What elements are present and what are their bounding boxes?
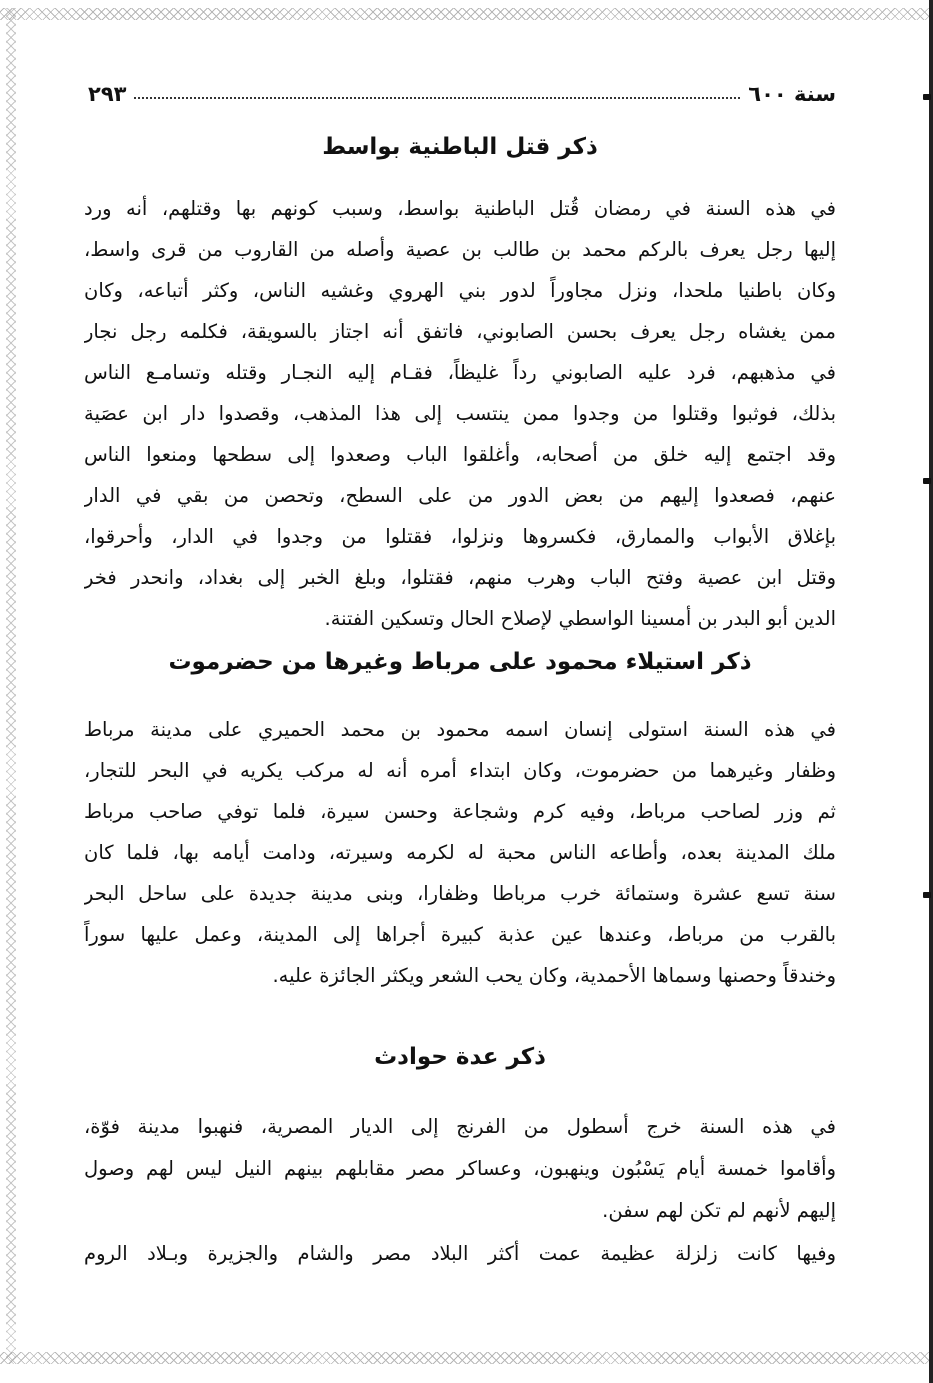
text-line: وكان باطنيا ملحدا، ونزل مجاوراً لدور بني الهروي وغشيه الناس، وكثر أتباعه، وكان	[84, 279, 836, 302]
text-line: إليهم لأنهم لم تكن لهم سفن.	[602, 1199, 836, 1222]
paragraph-franks	[84, 1106, 836, 1232]
section-title-mirbat: ذكر استيلاء محمود على مرباط وغيرها من حضرموت	[168, 649, 752, 675]
text-line: وقد اجتمع إليه خلق من أصحابه، وأغلقوا الباب وصعدوا إلى سطحها ومنعوا الناس	[84, 443, 836, 466]
text-line: الدين أبو البدر بن أمسينا الواسطي لإصلاح الحال وتسكين الفتنة.	[324, 607, 836, 630]
ornamental-border-top	[0, 8, 933, 20]
text-line: في هذه السنة استولى إنسان اسمه محمود بن محمد الحميري على مدينة مرباط	[84, 718, 836, 741]
text-line: وخندقاً وحصنها وسماها الأحمدية، وكان يحب الشعر ويكثر الجائزة عليه.	[272, 964, 836, 987]
text-line: بإغلاق الأبواب والممارق، فكسروها ونزلوا، فقتلوا من وجدوا في الدار، وأحرقوا،	[84, 525, 836, 548]
text-line: ممن يغشاه رجل يعرف بحسن الصابوني، فاتفق أنه اجتاز بالسويقة، فكلمه رجل نجار	[84, 320, 836, 343]
text-line: ثم وزر لصاحب مرباط، وفيه كرم وشجاعة وحسن سيرة، فلما توفي صاحب مرباط	[84, 800, 836, 823]
text-line: عنهم، فصعدوا إليهم من بعض الدور من على السطح، وتحصن من بقي في الدار	[84, 484, 836, 507]
text-line: وفيها كانت زلزلة عظيمة عمت أكثر البلاد مصر والشام والجزيرة وبـلاد الروم	[84, 1242, 836, 1265]
edge-mark	[923, 478, 931, 484]
page-right-edge	[929, 0, 933, 1383]
edge-mark	[923, 94, 931, 100]
section-title-batiniyya: ذكر قتل الباطنية بواسط	[322, 134, 598, 160]
running-header	[88, 72, 836, 106]
paragraph-batiniyya	[84, 188, 836, 639]
page-number: ٢٩٣	[88, 82, 127, 106]
ornamental-border-bottom	[0, 1352, 933, 1364]
text-line: في مذهبهم، فرد عليه الصابوني رداً غليظاً، فقـام إليه النجـار وقتله وتسامـع الناس	[84, 361, 836, 384]
text-line: وظفار وغيرهما من حضرموت، وكان ابتداء أمره أنه له مركب يكريه في البحر للتجار،	[84, 759, 836, 782]
paragraph-earthquake	[84, 1232, 836, 1275]
text-line: ملك المدينة بعده، وأطاعه الناس محبة له لكرمه وسيرته، ودامت أيامه بها، فلما كان	[84, 841, 836, 864]
text-line: في هذه السنة خرج أسطول من الفرنج إلى الديار المصرية، فنهبوا مدينة فوّة،	[84, 1115, 836, 1138]
ornamental-border-left	[6, 8, 16, 1364]
header-leader-dots	[134, 96, 740, 99]
text-line: إليها رجل يعرف بالركم محمد بن طالب بن عصية وأصله من القاروب من قرى واسط،	[84, 238, 836, 261]
text-line: بالقرب من مرباط، وعندها عين عذبة كبيرة أجراها إلى المدينة، وعمل عليها سوراً	[84, 923, 836, 946]
running-title: سنة ٦٠٠	[748, 82, 836, 106]
page-body	[84, 124, 836, 1275]
text-line: وأقاموا خمسة أيام يَسْبُون وينهبون، وعساكر مصر مقابلهم بينهم النيل ليس لهم وصول	[84, 1157, 836, 1180]
edge-mark	[923, 892, 931, 898]
paragraph-mirbat	[84, 709, 836, 996]
text-line: سنة تسع عشرة وستمائة خرب مرباطا وظفارا، وبنى مدينة جديدة على ساحل البحر	[84, 882, 836, 905]
text-line: في هذه السنة في رمضان قُتل الباطنية بواسط، وسبب كونهم بها وقتلهم، أنه ورد	[84, 197, 836, 220]
section-title-events: ذكر عدة حوادث	[374, 1044, 546, 1070]
text-line: وقتل ابن عصية وفتح الباب وهرب منهم، فقتلوا، وبلغ الخبر إلى بغداد، وانحدر فخر	[84, 566, 836, 589]
text-line: بذلك، فوثبوا وقتلوا من وجدوا ممن ينتسب إلى هذا المذهب، وقصدوا دار ابن عصَية	[84, 402, 836, 425]
